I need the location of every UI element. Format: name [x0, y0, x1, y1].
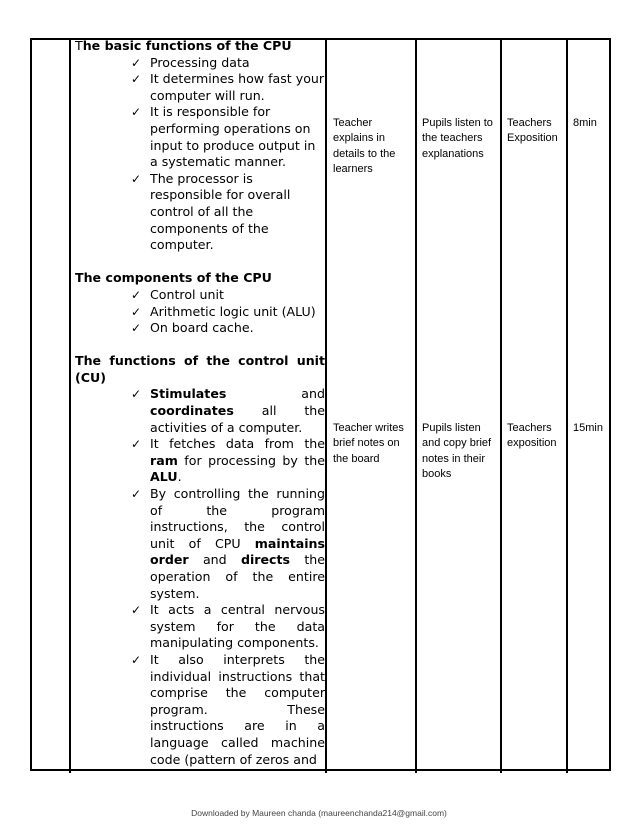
list-item: ✓ It also interprets the individual instructions that comprise the computer program. These instructions are in a language called machine code (pattern of zeros and — [131, 652, 325, 768]
list-item: ✓ On board cache. — [131, 320, 325, 337]
column-divider — [415, 38, 417, 773]
section-heading: The basic functions of the CPU — [75, 38, 292, 53]
time-allocation: 15min — [573, 422, 603, 434]
teaching-method: Teachers Exposition — [507, 117, 558, 145]
list-item: ✓ The processor is responsible for overall control of all the components of the computer. — [131, 171, 325, 254]
column-divider — [325, 38, 327, 773]
list-item: ✓ Processing data — [131, 55, 325, 72]
list-item: ✓ Arithmetic logic unit (ALU) — [131, 304, 325, 321]
section-heading: The components of the CPU — [75, 270, 272, 286]
column-divider — [566, 38, 568, 773]
bullet-list — [75, 55, 325, 254]
list-item: ✓ It fetches data from the ram for processing by the ALU. — [131, 436, 325, 486]
pupil-activity: Pupils listen to the teachers explanations — [422, 117, 493, 160]
bullet-list — [75, 386, 325, 768]
column-divider — [69, 38, 71, 773]
list-item: ✓ It acts a central nervous system for the data manipulating components. — [131, 602, 325, 652]
section-heading: The functions of the control unit (CU) — [75, 353, 325, 385]
list-item: ✓ By controlling the running of the program instructions, the control unit of CPU maintains order and directs the operation of the entire system. — [131, 486, 325, 602]
pupil-activity: Pupils listen and copy brief notes in their books — [422, 422, 492, 481]
list-item: ✓ Stimulates and coordinates all the activities of a computer. — [131, 386, 325, 436]
download-footer: Downloaded by Maureen chanda (maureenchanda214@gmail.com) — [191, 808, 447, 818]
content-column — [75, 38, 325, 768]
bullet-list — [75, 287, 325, 337]
list-item: ✓ It is responsible for performing operations on input to produce output in a systematic manner. — [131, 104, 325, 170]
time-allocation: 8min — [573, 117, 597, 129]
teaching-method: Teachers exposition — [507, 422, 557, 450]
teacher-activity: Teacher explains in details to the learners — [333, 117, 396, 176]
list-item: ✓ Control unit — [131, 287, 325, 304]
column-divider — [500, 38, 502, 773]
teacher-activity: Teacher writes brief notes on the board — [333, 422, 404, 465]
list-item: ✓ It determines how fast your computer will run. — [131, 71, 325, 104]
